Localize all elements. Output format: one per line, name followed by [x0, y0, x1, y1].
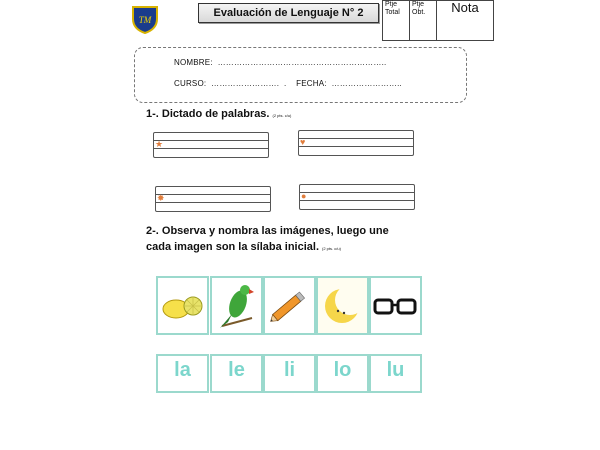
school-logo: [130, 4, 160, 34]
syllable-lo-text: lo: [333, 359, 352, 381]
circle-icon: ●: [301, 191, 307, 201]
syllable-lu[interactable]: [369, 354, 422, 393]
syllable-lo[interactable]: [316, 354, 369, 393]
syllable-lu-text: lu: [386, 359, 405, 381]
question-2-title: [146, 223, 416, 257]
total-score-cell[interactable]: Ptje Total: [383, 1, 410, 41]
question-2-text: 2-. Observa y nombra las imágenes, luego une cada imagen son la sílaba inicial.: [146, 225, 389, 253]
heart-icon: ♥: [300, 137, 306, 147]
name-field[interactable]: NOMBRE: ……………………………………………………..: [174, 58, 387, 67]
svg-text:TM: TM: [138, 15, 152, 25]
writing-lines-3[interactable]: [155, 186, 271, 212]
lemon-image[interactable]: [156, 276, 209, 335]
pencil-image[interactable]: [263, 276, 316, 335]
question-1-text: 1-. Dictado de palabras.: [146, 108, 270, 120]
glasses-image[interactable]: [369, 276, 422, 335]
student-info-box: [134, 47, 467, 103]
syllable-le[interactable]: [210, 354, 263, 393]
writing-lines-1[interactable]: [153, 132, 269, 158]
grade-cell[interactable]: Nota: [437, 1, 494, 41]
sun-icon: ✸: [157, 193, 165, 203]
writing-lines-2[interactable]: [298, 130, 414, 156]
question-2-points: (2 pts. c/u): [322, 246, 341, 251]
syllable-la[interactable]: [156, 354, 209, 393]
syllable-li-text: li: [283, 359, 296, 381]
course-date-field[interactable]: CURSO: ……………………. . FECHA: ……………………..: [174, 79, 402, 88]
parrot-image[interactable]: [210, 276, 263, 335]
question-1-points: (2 pts. c/u): [272, 113, 292, 118]
moon-image[interactable]: [316, 276, 369, 335]
score-table: [382, 0, 494, 41]
syllable-li[interactable]: [263, 354, 316, 393]
star-icon: ★: [155, 139, 164, 149]
obtained-score-cell[interactable]: Ptje Obt.: [410, 1, 437, 41]
writing-lines-4[interactable]: [299, 184, 415, 210]
question-1-title: [146, 108, 291, 120]
syllable-le-text: le: [228, 359, 245, 381]
syllable-la-text: la: [174, 359, 191, 381]
exam-title: Evaluación de Lenguaje N° 2: [198, 3, 379, 23]
